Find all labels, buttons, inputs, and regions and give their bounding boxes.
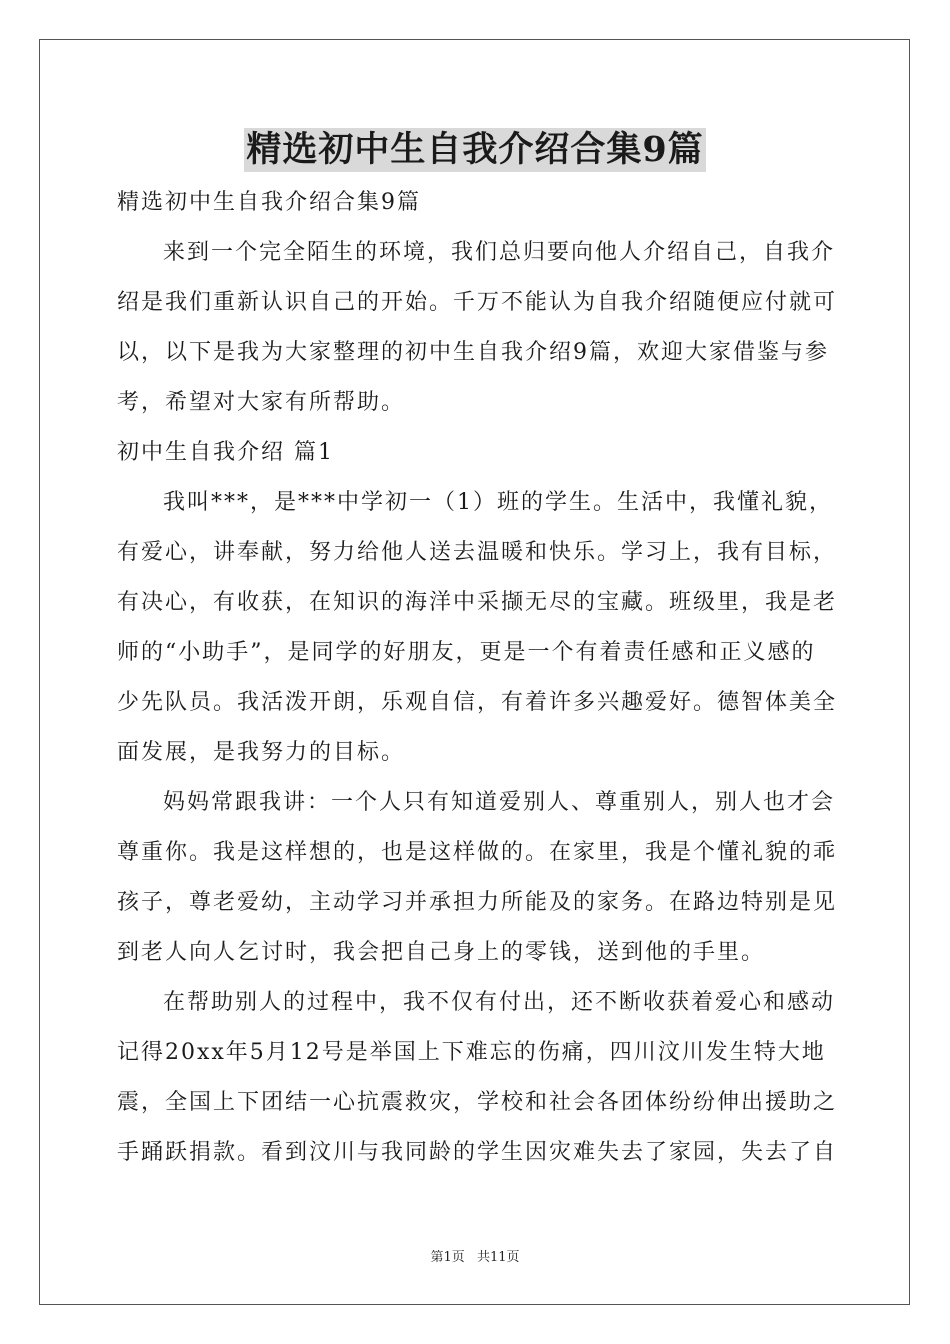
paragraph-line: 妈妈常跟我讲：一个人只有知道爱别人、尊重别人，别人也才会: [163, 790, 836, 815]
paragraph-line: 我叫***，是***中学初一（1）班的学生。生活中，我懂礼貌，: [163, 490, 833, 515]
page-footer: [0, 1246, 950, 1265]
paragraph-line: 震，全国上下团结一心抗震救灾，学校和社会各团体纷纷伸出援助之: [117, 1090, 838, 1115]
paragraph-line: 记得20xx年5月12号是举国上下难忘的伤痛，四川汶川发生特大地: [117, 1040, 826, 1065]
document-body: [117, 178, 838, 1178]
subtitle-line: 精选初中生自我介绍合集9篇: [117, 190, 421, 215]
paragraph-line: 有决心，有收获，在知识的海洋中采撷无尽的宝藏。班级里，我是老: [117, 590, 838, 615]
page-total: 共11页: [476, 1250, 520, 1265]
paragraph-line: 绍是我们重新认识自己的开始。千万不能认为自我介绍随便应付就可: [117, 290, 838, 315]
paragraph-line: 师的“小助手”，是同学的好朋友，更是一个有着责任感和正义感的: [117, 640, 816, 665]
paragraph-line: 在帮助别人的过程中，我不仅有付出，还不断收获着爱心和感动: [163, 990, 836, 1015]
paragraph-line: 面发展，是我努力的目标。: [117, 740, 406, 765]
paragraph-line: 到老人向人乞讨时，我会把自己身上的零钱，送到他的手里。: [117, 940, 766, 965]
paragraph-line: 以，以下是我为大家整理的初中生自我介绍9篇，欢迎大家借鉴与参: [117, 340, 829, 365]
paragraph-line: 有爱心，讲奉献，努力给他人送去温暖和快乐。学习上，我有目标，: [117, 540, 838, 565]
page-number: 第1页: [430, 1250, 465, 1265]
paragraph-line: 考，希望对大家有所帮助。: [117, 390, 406, 415]
paragraph-line: 少先队员。我活泼开朗，乐观自信，有着许多兴趣爱好。德智体美全: [117, 690, 838, 715]
paragraph-line: 孩子，尊老爱幼，主动学习并承担力所能及的家务。在路边特别是见: [117, 890, 838, 915]
paragraph-line: 尊重你。我是这样想的，也是这样做的。在家里，我是个懂礼貌的乖: [117, 840, 838, 865]
document-title: 精选初中生自我介绍合集9篇: [246, 129, 704, 170]
paragraph-line: 来到一个完全陌生的环境，我们总归要向他人介绍自己，自我介: [163, 240, 836, 265]
title-wrap: [0, 128, 950, 172]
section-heading: 初中生自我介绍 篇1: [117, 440, 334, 465]
paragraph-line: 手踊跃捐款。看到汶川与我同龄的学生因灾难失去了家园，失去了自: [117, 1140, 838, 1165]
